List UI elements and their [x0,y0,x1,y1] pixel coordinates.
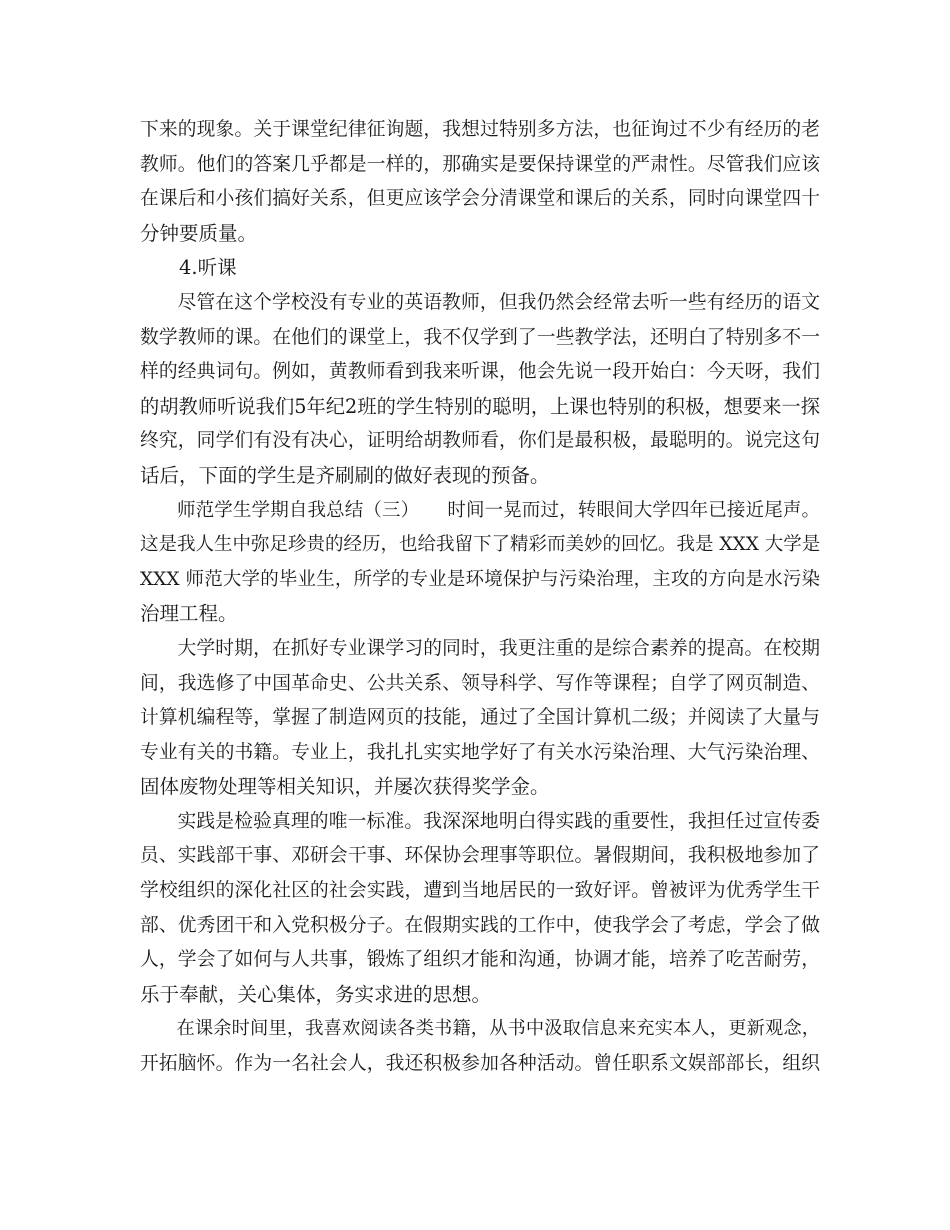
text-line: 治理工程。 [140,602,238,626]
text-line: 的胡教师听说我们5年纪2班的学生特别的聪明，上课也特别的积极，想要来一探 [140,394,820,418]
text-line: 数学教师的课。在他们的课堂上，我不仅学到了一些教学法，还明白了特别多不一 [140,326,820,348]
document-body [140,113,820,1082]
paragraph-p2 [140,251,820,286]
text-line: 间，我选修了中国革命史、公共关系、领导科学、写作等课程；自学了网页制造、 [140,672,820,694]
paragraph-p7 [140,1012,820,1081]
paragraph-p5 [140,632,820,805]
paragraph-p1 [140,113,820,251]
paragraph-p3 [140,286,820,494]
text-line: 大学时期，在抓好专业课学习的同时，我更注重的是综合素养的提高。在校期 [177,637,820,659]
text-line: 4.听课 [179,256,237,280]
text-line: 员、实践部干事、邓研会干事、环保协会理事等职位。暑假期间，我积极地参加了 [140,845,820,867]
paragraph-p6 [140,805,820,1013]
text-line: 这是我人生中弥足珍贵的经历，也给我留下了精彩而美妙的回忆。我是 XXX 大学是 [140,534,821,556]
text-line: 教师。他们的答案几乎都是一样的，那确实是要保持课堂的严肃性。尽管我们应该 [140,153,820,175]
text-line: 人，学会了如何与人共事，锻炼了组织才能和沟通，协调才能，培养了吃苦耐劳， [140,949,820,971]
text-line: 样的经典词句。例如，黄教师看到我来听课，他会先说一段开始白：今天呀，我们 [140,361,820,383]
text-line: 乐于奉献，关心集体，务实求进的思想。 [140,982,492,1006]
text-line: 专业有关的书籍。专业上，我扎扎实实地学好了有关水污染治理、大气污染治理、 [140,741,820,763]
text-line: 开拓脑怀。作为一名社会人，我还积极参加各种活动。曾任职系文娱部部长，组织 [140,1053,820,1075]
text-line: 尽管在这个学校没有专业的英语教师，但我仍然会经常去听一些有经历的语文 [177,291,820,313]
text-line: 固体废物处理等相关知识，并屡次获得奖学金。 [140,775,550,799]
text-line: 分钟要质量。 [140,221,258,245]
text-line: 话后，下面的学生是齐刷刷的做好表现的预备。 [140,463,550,487]
text-line: 下来的现象。关于课堂纪律征询题，我想过特别多方法，也征询过不少有经历的老 [140,119,820,140]
text-line: 在课余时间里，我喜欢阅读各类书籍，从书中汲取信息来充实本人，更新观念， [176,1018,820,1040]
text-line: 部、优秀团干和入党积极分子。在假期实践的工作中，使我学会了考虑，学会了做 [140,914,820,936]
text-line: 学校组织的深化社区的社会实践，遭到当地居民的一致好评。曾被评为优秀学生干 [140,880,820,902]
text-line: 实践是检验真理的唯一标准。我深深地明白得实践的重要性，我担任过宣传委 [177,810,820,832]
text-line: 师范学生学期自我总结（三） 时间一晃而过，转眼间大学四年已接近尾声。 [177,499,820,521]
text-line: 计算机编程等，掌握了制造网页的技能，通过了全国计算机二级；并阅读了大量与 [140,707,820,729]
text-line: XXX 师范大学的毕业生，所学的专业是环境保护与污染治理，主攻的方向是水污染 [140,568,820,590]
text-line: 终究，同学们有没有决心，证明给胡教师看，你们是最积极，最聪明的。说完这句 [140,430,820,452]
text-line: 在课后和小孩们搞好关系，但更应该学会分清课堂和课后的关系，同时向课堂四十 [140,188,820,210]
paragraph-p4 [140,494,820,632]
